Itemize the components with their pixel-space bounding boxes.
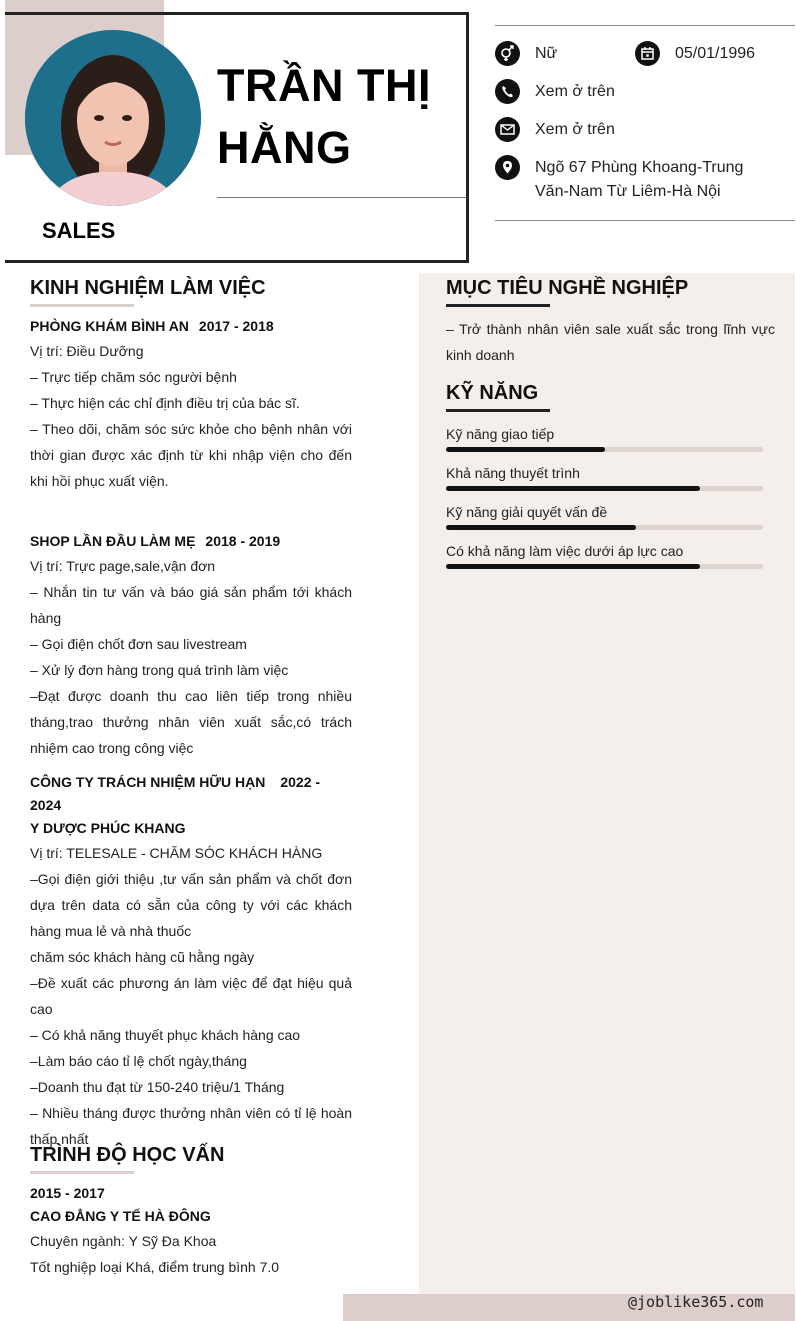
job-line: – Nhiều tháng được thưởng nhân viên có tỉ lệ hoàn thấp nhất [30,1105,352,1147]
job-line: – Có khả năng thuyết phục khách hàng cao [30,1027,301,1043]
objective-underline [446,304,550,307]
education-result: Tốt nghiệp loại Khá, điểm trung bình 7.0 [30,1259,280,1275]
job-line: –Làm báo cáo tỉ lệ chốt ngày,tháng [30,1053,247,1069]
candidate-name: TRẦN THỊ HẰNG [217,60,431,173]
job-entry [30,315,352,494]
skill-bar [446,564,763,569]
avatar-portrait [25,30,201,206]
job-header [30,315,352,338]
school-name: CAO ĐẲNG Y TẾ HÀ ĐÔNG [30,1208,211,1224]
phone-icon [495,79,520,104]
contact-top-rule [495,25,795,26]
education-major: Chuyên ngành: Y Sỹ Đa Khoa [30,1233,217,1249]
watermark: @joblike365.com [628,1293,764,1311]
job-line: chăm sóc khách hàng cũ hằng ngày [30,949,255,965]
experience-underline [30,304,134,307]
job-line: –Gọi điện giới thiệu ,tư vấn sản phẩm và chốt đơn dựa trên data có sẵn của công ty với các khách hàng mua lẻ và nhà thuốc [30,871,352,939]
job-line: – Trực tiếp chăm sóc người bệnh [30,369,237,385]
phone-value: Xem ở trên [535,83,615,100]
skill-name: Kỹ năng giao tiếp [446,426,555,442]
job-line: Vị trí: Điều Dưỡng [30,343,144,359]
skill-bar-fill [446,486,700,491]
skills-heading: KỸ NĂNG [446,382,539,404]
job-line: Vị trí: TELESALE - CHĂM SÓC KHÁCH HÀNG [30,845,323,861]
company-name: PHÒNG KHÁM BÌNH AN [30,318,189,334]
skill-name: Kỹ năng giải quyết vấn đề [446,504,608,520]
job-header [30,771,352,817]
job-line: –Đạt được doanh thu cao liên tiếp trong nhiều tháng,trao thưởng nhân viên xuất sắc,có trách nhiệm cao trong công việc [30,688,352,756]
contact-bottom-rule [495,220,795,221]
education-heading: TRÌNH ĐỘ HỌC VẤN [30,1144,225,1166]
job-header [30,530,352,553]
email-icon [495,117,520,142]
company-name: CÔNG TY TRÁCH NHIỆM HỮU HẠN [30,774,266,790]
job-line: – Gọi điện chốt đơn sau livestream [30,636,247,652]
objective-heading: MỤC TIÊU NGHỀ NGHIỆP [446,277,689,299]
job-line: –Doanh thu đạt từ 150-240 triệu/1 Tháng [30,1079,285,1095]
skill-bar [446,525,763,530]
education-entry [30,1182,352,1280]
job-line: – Xử lý đơn hàng trong quá trình làm việc [30,662,289,678]
job-line: – Nhắn tin tư vấn và báo giá sản phẩm tới khách hàng [30,584,352,626]
job-entry [30,771,352,1152]
skills-underline [446,409,550,412]
skill-bar-fill [446,447,605,452]
skill-name: Có khả năng làm việc dưới áp lực cao [446,543,684,559]
job-line: –Đề xuất các phương án làm việc để đạt hiệu quả cao [30,975,352,1017]
gender-value: Nữ [535,45,558,62]
job-entry [30,530,352,761]
job-line: – Theo dõi, chăm sóc sức khỏe cho bệnh nhân với thời gian được xác định từ khi nhập viện cho đến khi hồi phục xuất viện. [30,421,352,489]
skill-bar [446,447,763,452]
objective-text: – Trở thành nhân viên sale xuất sắc trong lĩnh vực kinh doanh [446,321,775,363]
skill-bar [446,486,763,491]
experience-heading: KINH NGHIỆM LÀM VIỆC [30,277,266,299]
job-title: SALES [42,218,116,243]
address-value: Ngõ 67 Phùng Khoang-Trung Văn-Nam Từ Liêm-Hà Nội [535,159,744,200]
email-value: Xem ở trên [535,121,615,138]
company-name: SHOP LẦN ĐẦU LÀM MẸ [30,533,196,549]
skill-bar-fill [446,564,700,569]
education-underline [30,1171,134,1174]
company-name-continued: Y DƯỢC PHÚC KHANG [30,820,186,836]
skill-name: Khả năng thuyết trình [446,465,580,481]
location-icon [495,155,520,180]
job-line: – Thực hiện các chỉ định điều trị của bác sĩ. [30,395,300,411]
avatar [25,30,201,206]
job-years: 2022 - 2024 [30,774,321,813]
education-years: 2015 - 2017 [30,1185,105,1201]
job-years: 2018 - 2019 [205,533,281,549]
name-divider [217,197,466,198]
gender-icon [495,41,520,66]
job-years: 2017 - 2018 [198,318,274,334]
job-line: Vị trí: Trực page,sale,vận đơn [30,558,216,574]
calendar-icon [635,41,660,66]
dob-value: 05/01/1996 [675,45,756,62]
skill-bar-fill [446,525,636,530]
